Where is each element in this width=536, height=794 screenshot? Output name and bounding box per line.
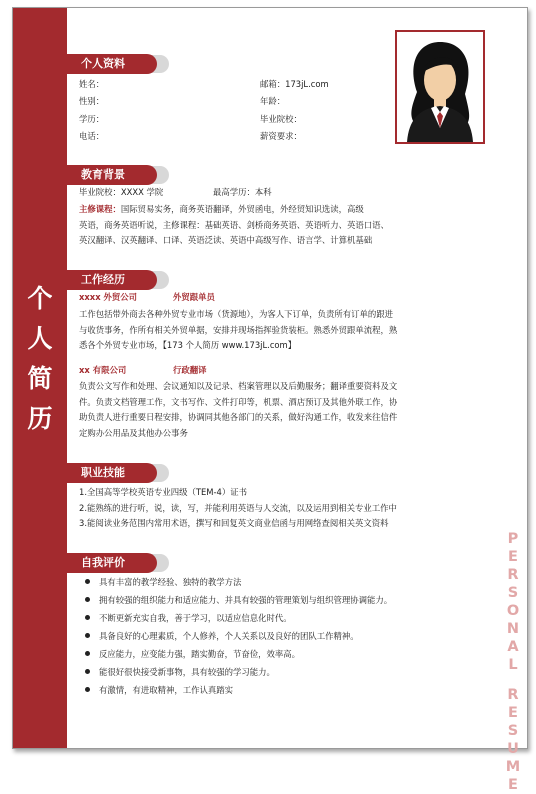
section-title: 个人资料 <box>63 54 157 74</box>
self-eval-item: 具有丰富的教学经验、独特的教学方法 <box>85 575 241 589</box>
skills-list <box>79 485 479 532</box>
personal-phone: 电话： <box>79 131 105 141</box>
self-eval-item: 拥有较强的组织能力和适应能力、并具有较强的管理策划与组织管理协调能力。 <box>85 593 392 607</box>
job1-desc <box>79 307 461 354</box>
self-eval-item: 有激情，有进取精神，工作认真踏实 <box>85 683 233 697</box>
bullet-icon <box>85 579 90 584</box>
section-title: 职业技能 <box>63 463 157 483</box>
job2-line: 负责公文写作和处理、会议通知以及记录、档案管理以及后勤服务；翻译重要资料及文 <box>79 381 398 391</box>
job2-company: xx 有限公司 <box>79 365 127 375</box>
personal-salary: 薪资要求： <box>260 131 302 141</box>
edu-degree: 最高学历：本科 <box>213 187 272 197</box>
avatar-icon <box>397 32 483 142</box>
edu-school: 毕业院校：XXXX 学院 <box>79 187 164 197</box>
resume-page <box>12 7 528 793</box>
bullet-icon <box>85 669 90 674</box>
edu-main-label: 主修课程： <box>79 204 121 214</box>
bullet-icon <box>85 651 90 656</box>
job1-line: 悉各个外贸专业市场，【173 个人简历 www.173jL.com】 <box>79 340 297 351</box>
job1-line: 与收货事务，作所有相关外贸单据，安排并现场指挥验货装柜。熟悉外贸跟单流程，熟 <box>79 324 398 335</box>
edu-line: 英语，商务英语听说，主修课程：基础英语、剑桥商务英语、英语听力、英语口语、 <box>79 219 389 230</box>
personal-degree: 学历： <box>79 114 105 124</box>
job1-line: 工作包括带外商去各种外贸专业市场（货源地），为客人下订单，负责所有订单的跟进 <box>79 309 394 319</box>
self-eval-item: 不断更新充实自我，善于学习，以适应信息化时代。 <box>85 611 292 625</box>
skill-item: 3.能阅读业务范围内常用术语，撰写和回复英文商业信函与用网络查阅相关英文资料 <box>79 518 389 529</box>
profile-photo <box>395 30 485 144</box>
section-title: 工作经历 <box>63 270 157 290</box>
job2-title: 行政翻译 <box>173 365 207 375</box>
personal-gender: 性别： <box>79 96 105 106</box>
job1-company: xxxx 外贸公司 <box>79 292 138 302</box>
section-title: 自我评价 <box>63 553 157 573</box>
side-title-char: 简 <box>27 364 53 393</box>
side-bar <box>13 8 67 748</box>
side-title <box>17 283 63 435</box>
section-title: 教育背景 <box>63 165 157 185</box>
bullet-icon <box>85 633 90 638</box>
edu-courses <box>79 202 461 249</box>
bullet-icon <box>85 615 90 620</box>
skill-item: 2.能熟练的进行听，说，读，写，并能利用英语与人交流，以及运用到相关专业工作中 <box>79 502 397 513</box>
job1-title: 外贸跟单员 <box>173 292 215 302</box>
job2-line: 助负责人进行重要日程安排，协调同其他各部门的关系，做好沟通工作，收发来往信件 <box>79 412 398 423</box>
vertical-title: P E R S O N A L R E S U M E <box>505 531 521 793</box>
job2-desc <box>79 379 461 441</box>
personal-school: 毕业院校： <box>260 114 302 124</box>
self-eval-item: 反应能力，应变能力强，踏实勤奋，节奋俭，效率高。 <box>85 647 300 661</box>
self-eval-item: 具备良好的心理素质，个人修养，个人关系以及良好的团队工作精神。 <box>85 629 359 643</box>
bullet-icon <box>85 597 90 602</box>
side-title-char: 人 <box>27 324 53 353</box>
personal-age: 年龄： <box>260 96 286 106</box>
edu-main-text: 国际贸易实务，商务英语翻译，外贸函电，外经贸知识选读，高级 <box>120 204 364 214</box>
job2-line: 定购办公用品及其他办公事务 <box>79 427 188 438</box>
side-title-char: 个 <box>27 284 53 313</box>
personal-name: 姓名： <box>79 79 105 89</box>
personal-email: 邮箱：173jL.com <box>260 79 329 89</box>
edu-line: 英汉翻译、汉英翻译、口译、英语泛读、英语中高级写作、语言学、计算机基础 <box>79 235 373 246</box>
side-title-char: 历 <box>27 404 53 433</box>
job2-line: 件。负责文档管理工作，文书写作、文件打印等，机票、酒店预订及其他外联工作，协 <box>79 396 398 407</box>
self-eval-item: 能很好很快接受新事物，具有较强的学习能力。 <box>85 665 275 679</box>
skill-item: 1.全国高等学校英语专业四级（TEM-4）证书 <box>79 487 247 497</box>
bullet-icon <box>85 687 90 692</box>
